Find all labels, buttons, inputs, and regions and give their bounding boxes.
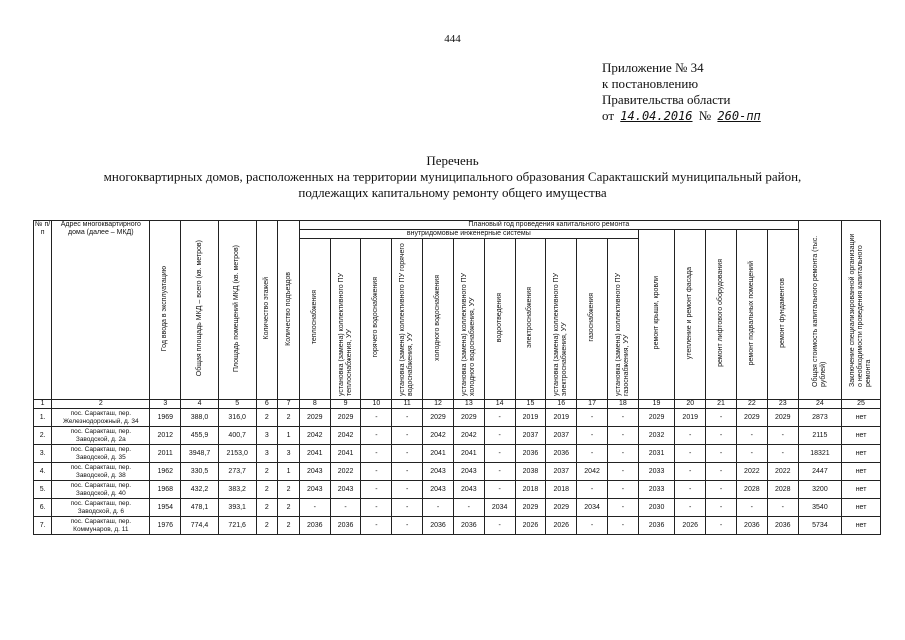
header-area-total: Общая площадь МКД – всего (кв. метров) <box>181 221 219 400</box>
table-cell: - <box>577 481 608 499</box>
table-row <box>34 463 881 481</box>
table-cell: 2029 <box>330 409 361 427</box>
table-cell: - <box>577 445 608 463</box>
table-cell: - <box>484 427 515 445</box>
table-cell: - <box>392 517 423 535</box>
table-cell: 2022 <box>330 463 361 481</box>
address-cell: пос. Саракташ, пер. Заводской, д. 6 <box>52 499 150 517</box>
table-cell: - <box>577 427 608 445</box>
header-internal-systems: внутридомовые инженерные системы <box>299 230 638 239</box>
table-cell: 2036 <box>453 517 484 535</box>
table-cell: 721,6 <box>218 517 256 535</box>
table-cell: 2043 <box>453 481 484 499</box>
table-cell: - <box>484 463 515 481</box>
table-cell: 432,2 <box>181 481 219 499</box>
table-cell: 2 <box>256 463 278 481</box>
header-coldwater-meter: установка (замена) коллективного ПУ холодного водоснабжения, УУ <box>453 239 484 400</box>
header-facade: утепление и ремонт фасада <box>675 230 706 400</box>
column-number: 25 <box>842 400 881 409</box>
address-cell: пос. Саракташ, пер. Заводской, д. 38 <box>52 463 150 481</box>
column-number: 14 <box>484 400 515 409</box>
table-cell: - <box>361 517 392 535</box>
table-cell: 7. <box>34 517 52 535</box>
table-cell: 2 <box>256 481 278 499</box>
table-cell: - <box>392 463 423 481</box>
table-cell: 2042 <box>330 427 361 445</box>
table-cell: 2031 <box>638 445 675 463</box>
buildings-table <box>33 220 881 535</box>
table-cell: 2022 <box>736 463 767 481</box>
address-cell: пос. Саракташ, пер. Коммунаров, д. 11 <box>52 517 150 535</box>
table-cell: 2029 <box>736 409 767 427</box>
table-cell: 2011 <box>150 445 181 463</box>
appendix-block <box>602 60 764 124</box>
table-cell: - <box>767 499 798 517</box>
table-cell: 3. <box>34 445 52 463</box>
table-row <box>34 499 881 517</box>
column-number: 13 <box>453 400 484 409</box>
table-cell: - <box>706 427 737 445</box>
table-cell: 273,7 <box>218 463 256 481</box>
table-cell: - <box>361 463 392 481</box>
table-cell: - <box>423 499 454 517</box>
table-cell: - <box>736 445 767 463</box>
column-number: 3 <box>150 400 181 409</box>
header-gas: газоснабжения <box>577 239 608 400</box>
address-cell: пос. Саракташ, пер. Заводской, д. 2а <box>52 427 150 445</box>
column-number: 6 <box>256 400 278 409</box>
table-cell: 330,5 <box>181 463 219 481</box>
table-cell: 2038 <box>515 463 546 481</box>
table-cell: 2034 <box>577 499 608 517</box>
heading-line-2: многоквартирных домов, расположенных на территории муниципального образования Саракташский муниципальный район, <box>103 169 802 184</box>
table-cell: - <box>330 499 361 517</box>
header-basement: ремонт подвальных помещений <box>736 230 767 400</box>
header-lift: ремонт лифтового оборудования <box>706 230 737 400</box>
table-cell: 2873 <box>798 409 841 427</box>
heading-title: Перечень <box>426 153 479 168</box>
column-number: 12 <box>423 400 454 409</box>
table-cell: 2. <box>34 427 52 445</box>
table-cell: 2036 <box>736 517 767 535</box>
table-cell: нет <box>842 517 881 535</box>
table-cell: - <box>706 481 737 499</box>
table-cell: 383,2 <box>218 481 256 499</box>
table-cell: 5734 <box>798 517 841 535</box>
table-cell: 2028 <box>736 481 767 499</box>
table-cell: 2041 <box>423 445 454 463</box>
header-foundation: ремонт фундаментов <box>767 230 798 400</box>
table-cell: 2029 <box>453 409 484 427</box>
table-cell: 2043 <box>299 481 330 499</box>
table-cell: - <box>675 445 706 463</box>
table-cell: нет <box>842 409 881 427</box>
table-cell: - <box>607 481 638 499</box>
table-cell: 2 <box>278 517 300 535</box>
table-cell: - <box>767 445 798 463</box>
table-cell: нет <box>842 481 881 499</box>
table-cell: 316,0 <box>218 409 256 427</box>
table-cell: 2043 <box>423 463 454 481</box>
column-number: 23 <box>767 400 798 409</box>
column-number: 9 <box>330 400 361 409</box>
table-cell: 1 <box>278 427 300 445</box>
appendix-line-2: к постановлению <box>602 76 699 91</box>
heading-line-3: подлежащих капитальному ремонту общего имущества <box>298 185 607 200</box>
table-cell: 1. <box>34 409 52 427</box>
table-cell: 3948,7 <box>181 445 219 463</box>
table-cell: 2026 <box>515 517 546 535</box>
header-electric-meter: установка (замена) коллективного ПУ электроснабжения, УУ <box>546 239 577 400</box>
table-row <box>34 517 881 535</box>
table-cell: 2036 <box>515 445 546 463</box>
appendix-line-3: Правительства области <box>602 92 731 107</box>
table-cell: 2037 <box>515 427 546 445</box>
table-cell: 455,9 <box>181 427 219 445</box>
table-cell: 1976 <box>150 517 181 535</box>
table-cell: 6. <box>34 499 52 517</box>
column-number: 22 <box>736 400 767 409</box>
column-number-row <box>34 400 881 409</box>
table-cell: 1962 <box>150 463 181 481</box>
header-cost: Общая стоимость капитального ремонта (тыс. рублей) <box>798 221 841 400</box>
table-cell: - <box>607 517 638 535</box>
table-cell: 2 <box>256 517 278 535</box>
table-cell: - <box>299 499 330 517</box>
table-cell: - <box>736 499 767 517</box>
table-cell: 2 <box>256 409 278 427</box>
table-cell: - <box>361 481 392 499</box>
table-cell: 2029 <box>515 499 546 517</box>
table-cell: - <box>361 427 392 445</box>
table-cell: 2 <box>278 481 300 499</box>
column-number: 24 <box>798 400 841 409</box>
document-heading <box>0 153 905 201</box>
table-cell: 2037 <box>546 463 577 481</box>
table-row <box>34 481 881 499</box>
table-cell: 2026 <box>546 517 577 535</box>
header-roof: ремонт крыши, кровли <box>638 230 675 400</box>
table-cell: - <box>392 445 423 463</box>
table-row <box>34 409 881 427</box>
address-cell: пос. Саракташ, пер. Железнодорожный, д. 34 <box>52 409 150 427</box>
column-number: 5 <box>218 400 256 409</box>
column-number: 19 <box>638 400 675 409</box>
table-cell: - <box>607 499 638 517</box>
table-cell: 2 <box>278 499 300 517</box>
header-conclusion: Заключение специализированной организации о необходимости проведения капитального ремонта <box>842 221 881 400</box>
header-drainage: водоотведения <box>484 239 515 400</box>
table-cell: 5. <box>34 481 52 499</box>
column-number: 21 <box>706 400 737 409</box>
table-cell: 2033 <box>638 463 675 481</box>
table-cell: 2029 <box>638 409 675 427</box>
page-number: 444 <box>444 33 461 45</box>
table-cell: 2 <box>278 409 300 427</box>
column-number: 8 <box>299 400 330 409</box>
column-number: 1 <box>34 400 52 409</box>
table-cell: 2036 <box>638 517 675 535</box>
table-cell: 1954 <box>150 499 181 517</box>
table-cell: 2033 <box>638 481 675 499</box>
column-number: 20 <box>675 400 706 409</box>
column-number: 2 <box>52 400 150 409</box>
table-cell: 2029 <box>423 409 454 427</box>
table-cell: 2012 <box>150 427 181 445</box>
header-heat-meter: установка (замена) коллективного ПУ теплоснабжения, УУ <box>330 239 361 400</box>
table-cell: 18321 <box>798 445 841 463</box>
table-cell: - <box>706 409 737 427</box>
table-cell: 2029 <box>299 409 330 427</box>
table-cell: - <box>392 409 423 427</box>
table-cell: 2041 <box>299 445 330 463</box>
table-cell: - <box>675 481 706 499</box>
table-cell: 2153,0 <box>218 445 256 463</box>
table-cell: 2042 <box>453 427 484 445</box>
number-label: № <box>698 108 712 123</box>
table-cell: 2037 <box>546 427 577 445</box>
header-planned-year: Плановый год проведения капитального ремонта <box>299 221 798 230</box>
table-cell: 2019 <box>675 409 706 427</box>
table-cell: 2042 <box>423 427 454 445</box>
header-area-premises: Площадь помещений МКД (кв. метров) <box>218 221 256 400</box>
table-cell: 2043 <box>330 481 361 499</box>
table-cell: нет <box>842 499 881 517</box>
table-body <box>34 400 881 535</box>
table-cell: 2018 <box>515 481 546 499</box>
table-cell: 2028 <box>767 481 798 499</box>
table-cell: 2041 <box>453 445 484 463</box>
table-cell: - <box>736 427 767 445</box>
table-cell: - <box>607 427 638 445</box>
table-cell: 774,4 <box>181 517 219 535</box>
header-entrances: Количество подъездов <box>278 221 300 400</box>
table-cell: 2036 <box>299 517 330 535</box>
table-cell: - <box>607 409 638 427</box>
table-cell: - <box>361 445 392 463</box>
table-cell: - <box>361 409 392 427</box>
table-cell: 1968 <box>150 481 181 499</box>
column-number: 15 <box>515 400 546 409</box>
table-cell: - <box>484 481 515 499</box>
table-cell: 3200 <box>798 481 841 499</box>
appendix-date-line <box>602 108 764 124</box>
table-cell: 400,7 <box>218 427 256 445</box>
table-cell: - <box>484 445 515 463</box>
table-cell: 393,1 <box>218 499 256 517</box>
table-cell: - <box>706 517 737 535</box>
table-cell: - <box>484 517 515 535</box>
table-cell: 2042 <box>299 427 330 445</box>
table-cell: 2036 <box>330 517 361 535</box>
table-cell: 2029 <box>767 409 798 427</box>
table-cell: 3 <box>256 427 278 445</box>
table-cell: 2036 <box>767 517 798 535</box>
table-cell: 2019 <box>546 409 577 427</box>
header-electric: электроснабжения <box>515 239 546 400</box>
table-cell: 2447 <box>798 463 841 481</box>
table-cell: - <box>453 499 484 517</box>
table-cell: 3 <box>278 445 300 463</box>
table-cell: - <box>675 499 706 517</box>
table-cell: 3540 <box>798 499 841 517</box>
table-cell: - <box>706 445 737 463</box>
header-address: Адрес многоквартирного дома (далее – МКД) <box>52 221 150 400</box>
table-cell: нет <box>842 427 881 445</box>
table-cell: нет <box>842 463 881 481</box>
from-label: от <box>602 108 615 123</box>
column-number: 7 <box>278 400 300 409</box>
address-cell: пос. Саракташ, пер. Заводской, д. 40 <box>52 481 150 499</box>
address-cell: пос. Саракташ, пер. Заводской, д. 35 <box>52 445 150 463</box>
handwritten-number: 260-пп <box>717 109 761 123</box>
column-number: 18 <box>607 400 638 409</box>
table-cell: 2029 <box>546 499 577 517</box>
table-cell: 388,0 <box>181 409 219 427</box>
table-cell: 2034 <box>484 499 515 517</box>
table-cell: 2030 <box>638 499 675 517</box>
header-year: Год ввода в эксплуатацию <box>150 221 181 400</box>
appendix-title: Приложение № 34 <box>602 60 704 75</box>
table-cell: - <box>484 409 515 427</box>
table-row <box>34 427 881 445</box>
table-row <box>34 445 881 463</box>
table-cell: 2036 <box>546 445 577 463</box>
column-number: 10 <box>361 400 392 409</box>
table-cell: - <box>392 427 423 445</box>
table-cell: - <box>607 445 638 463</box>
table-cell: 2 <box>256 499 278 517</box>
column-number: 11 <box>392 400 423 409</box>
table-cell: - <box>706 463 737 481</box>
table-cell: 2042 <box>577 463 608 481</box>
column-number: 16 <box>546 400 577 409</box>
table-cell: - <box>392 499 423 517</box>
header-floors: Количество этажей <box>256 221 278 400</box>
table-cell: 2026 <box>675 517 706 535</box>
table-cell: 2036 <box>423 517 454 535</box>
table-cell: 2032 <box>638 427 675 445</box>
table-cell: - <box>675 463 706 481</box>
table-cell: - <box>392 481 423 499</box>
table-cell: 2043 <box>423 481 454 499</box>
table-cell: 2018 <box>546 481 577 499</box>
header-gas-meter: установка (замена) коллективного ПУ газоснабжения, УУ <box>607 239 638 400</box>
table-cell: 3 <box>256 445 278 463</box>
table-cell: 2115 <box>798 427 841 445</box>
table-cell: 4. <box>34 463 52 481</box>
column-number: 4 <box>181 400 219 409</box>
table-cell: - <box>361 499 392 517</box>
table-cell: 478,1 <box>181 499 219 517</box>
header-hotwater: горячего водоснабжения <box>361 239 392 400</box>
header-heat: теплоснабжения <box>299 239 330 400</box>
table-cell: - <box>675 427 706 445</box>
handwritten-date: 14.04.2016 <box>620 109 693 123</box>
table-cell: 1969 <box>150 409 181 427</box>
header-hotwater-meter: установка (замена) коллективного ПУ горячего водоснабжения, УУ <box>392 239 423 400</box>
header-num: № п/п <box>34 221 52 400</box>
table-cell: - <box>706 499 737 517</box>
table-cell: 2043 <box>299 463 330 481</box>
header-coldwater: холодного водоснабжения <box>423 239 454 400</box>
table-cell: - <box>577 517 608 535</box>
table-cell: 2041 <box>330 445 361 463</box>
table-cell: 2019 <box>515 409 546 427</box>
table-cell: - <box>767 427 798 445</box>
table-cell: нет <box>842 445 881 463</box>
table-cell: 2022 <box>767 463 798 481</box>
table-cell: 2043 <box>453 463 484 481</box>
table-cell: - <box>577 409 608 427</box>
column-number: 17 <box>577 400 608 409</box>
table-cell: - <box>607 463 638 481</box>
table-cell: 1 <box>278 463 300 481</box>
